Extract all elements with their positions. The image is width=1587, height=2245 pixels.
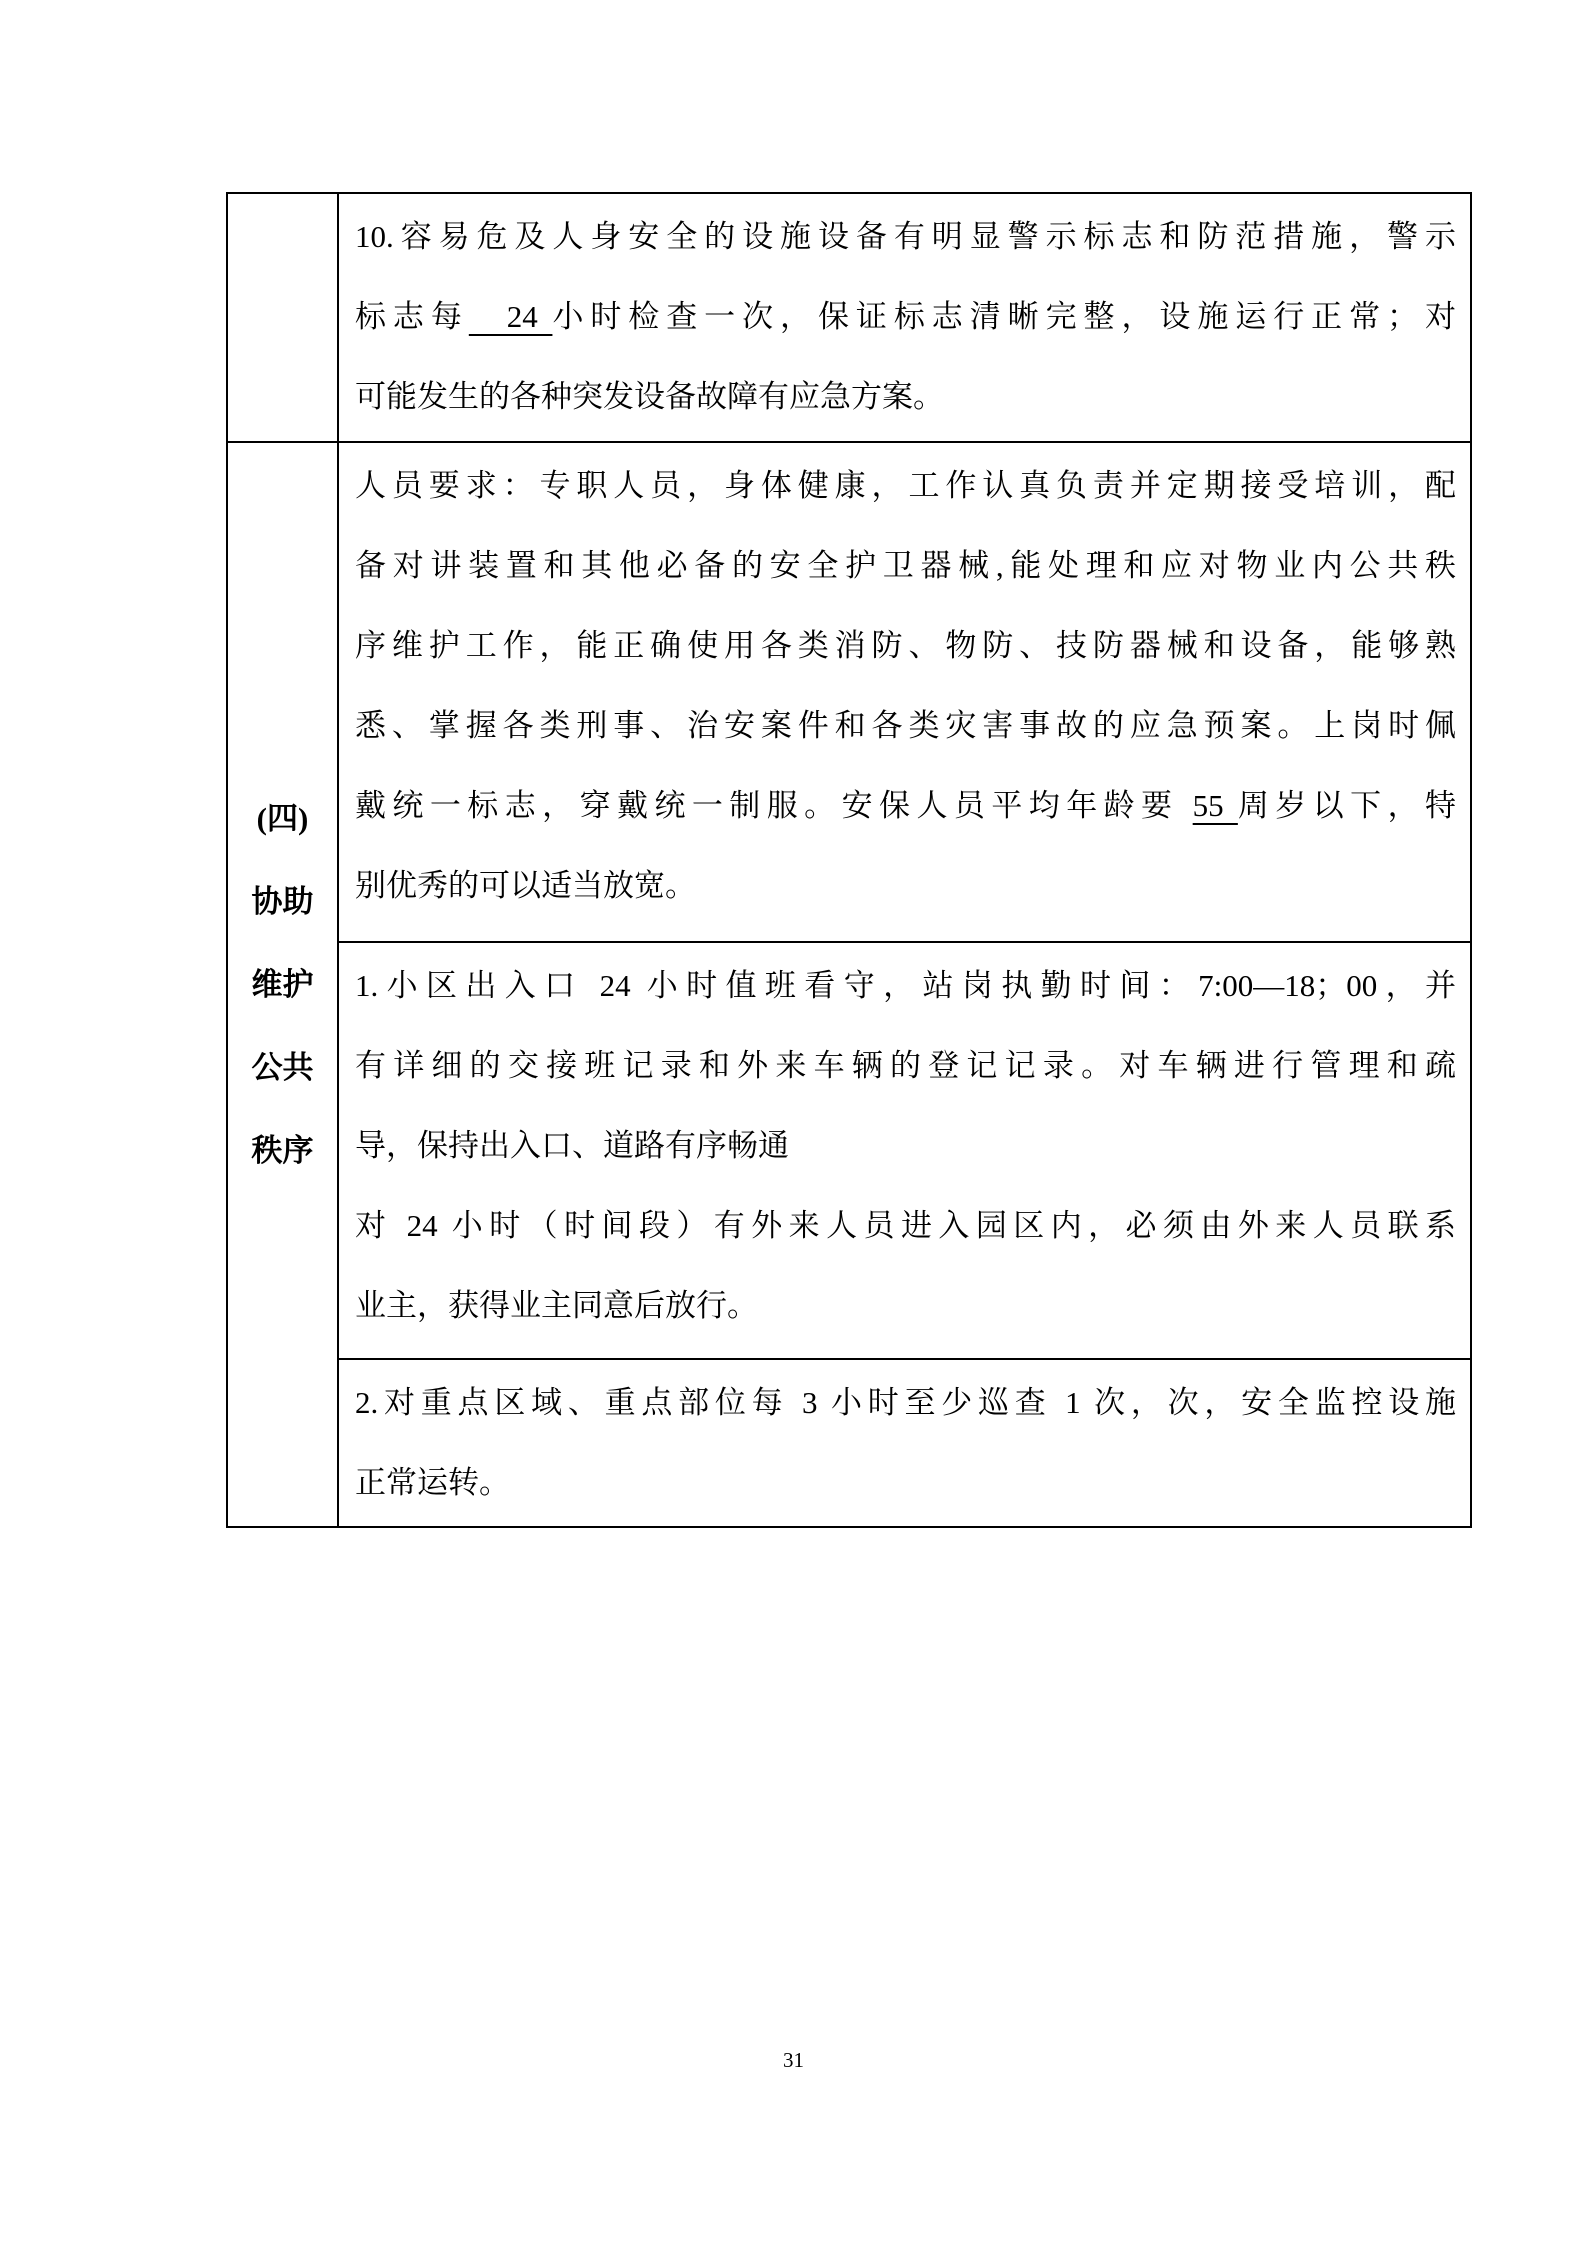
text-line bbox=[355, 1186, 1456, 1266]
table-cell-empty bbox=[228, 194, 339, 443]
text-line bbox=[257, 777, 309, 860]
text-line bbox=[355, 1363, 1456, 1443]
text-segment: 维护 bbox=[251, 967, 314, 1002]
text-line bbox=[355, 846, 1456, 926]
text-line bbox=[355, 1266, 1456, 1346]
text-segment: 秩序 bbox=[251, 1133, 314, 1168]
text-line bbox=[355, 1026, 1456, 1106]
text-segment: 别优秀的可以适当放宽。 bbox=[355, 868, 696, 903]
text-segment: 10.容易危及人身安全的设施设备有明显警示标志和防范措施，警示 bbox=[355, 219, 1456, 254]
text-line bbox=[355, 357, 1456, 437]
text-segment: 序维护工作，能正确使用各类消防、物防、技防器械和设备，能够熟 bbox=[355, 628, 1456, 663]
text-line bbox=[355, 946, 1456, 1026]
text-line bbox=[355, 277, 1456, 357]
text-segment: 协助 bbox=[251, 884, 314, 919]
text-line bbox=[252, 1026, 314, 1109]
text-line bbox=[355, 686, 1456, 766]
text-segment: 可能发生的各种突发设备故障有应急方案。 bbox=[355, 379, 944, 414]
underlined-value: 24 bbox=[468, 299, 553, 334]
text-line bbox=[252, 1109, 314, 1192]
text-segment: 业主，获得业主同意后放行。 bbox=[355, 1288, 758, 1323]
text-segment: 对 24 小时（时间段）有外来人员进入园区内，必须由外来人员联系 bbox=[355, 1208, 1456, 1243]
text-line bbox=[355, 606, 1456, 686]
text-segment: 公共 bbox=[251, 1050, 314, 1085]
text-segment: 备对讲装置和其他必备的安全护卫器械,能处理和应对物业内公共秩 bbox=[355, 548, 1456, 583]
text-line bbox=[252, 943, 314, 1026]
text-line bbox=[355, 446, 1456, 526]
text-segment: (四) bbox=[256, 801, 309, 836]
text-segment: 1.小区出入口 24 小时值班看守，站岗执勤时间：7:00—18；00，并 bbox=[355, 968, 1456, 1003]
text-segment: 有详细的交接班记录和外来车辆的登记记录。对车辆进行管理和疏 bbox=[355, 1048, 1456, 1083]
text-line bbox=[355, 766, 1456, 846]
text-line bbox=[355, 197, 1456, 277]
underlined-value: 55 bbox=[1192, 788, 1238, 823]
text-line bbox=[355, 526, 1456, 606]
text-segment: 周岁以下，特 bbox=[1237, 788, 1457, 823]
table-cell-entrance-duty bbox=[339, 943, 1470, 1360]
table-cell-item10 bbox=[339, 194, 1470, 443]
property-service-table bbox=[226, 192, 1472, 1528]
text-segment: 人员要求：专职人员，身体健康，工作认真负责并定期接受培训，配 bbox=[355, 468, 1456, 503]
table-row-header-section4 bbox=[228, 443, 339, 1526]
text-line bbox=[252, 860, 314, 943]
text-segment: 正常运转。 bbox=[355, 1465, 510, 1500]
table-cell-key-area-patrol bbox=[339, 1360, 1470, 1526]
table-cell-personnel-requirements bbox=[339, 443, 1470, 943]
text-segment: 小时检查一次，保证标志清晰完整，设施运行正常；对 bbox=[552, 299, 1456, 334]
text-segment: 导，保持出入口、道路有序畅通 bbox=[355, 1128, 789, 1163]
text-segment: 标志每 bbox=[355, 299, 469, 334]
text-segment: 悉、掌握各类刑事、治安案件和各类灾害事故的应急预案。上岗时佩 bbox=[355, 708, 1456, 743]
text-line bbox=[355, 1443, 1456, 1523]
text-segment: 2.对重点区域、重点部位每 3 小时至少巡查 1 次，次，安全监控设施 bbox=[355, 1385, 1456, 1420]
text-segment: 戴统一标志，穿戴统一制服。安保人员平均年龄要 bbox=[355, 788, 1193, 823]
page-number: 31 bbox=[783, 2048, 804, 2072]
text-line bbox=[355, 1106, 1456, 1186]
